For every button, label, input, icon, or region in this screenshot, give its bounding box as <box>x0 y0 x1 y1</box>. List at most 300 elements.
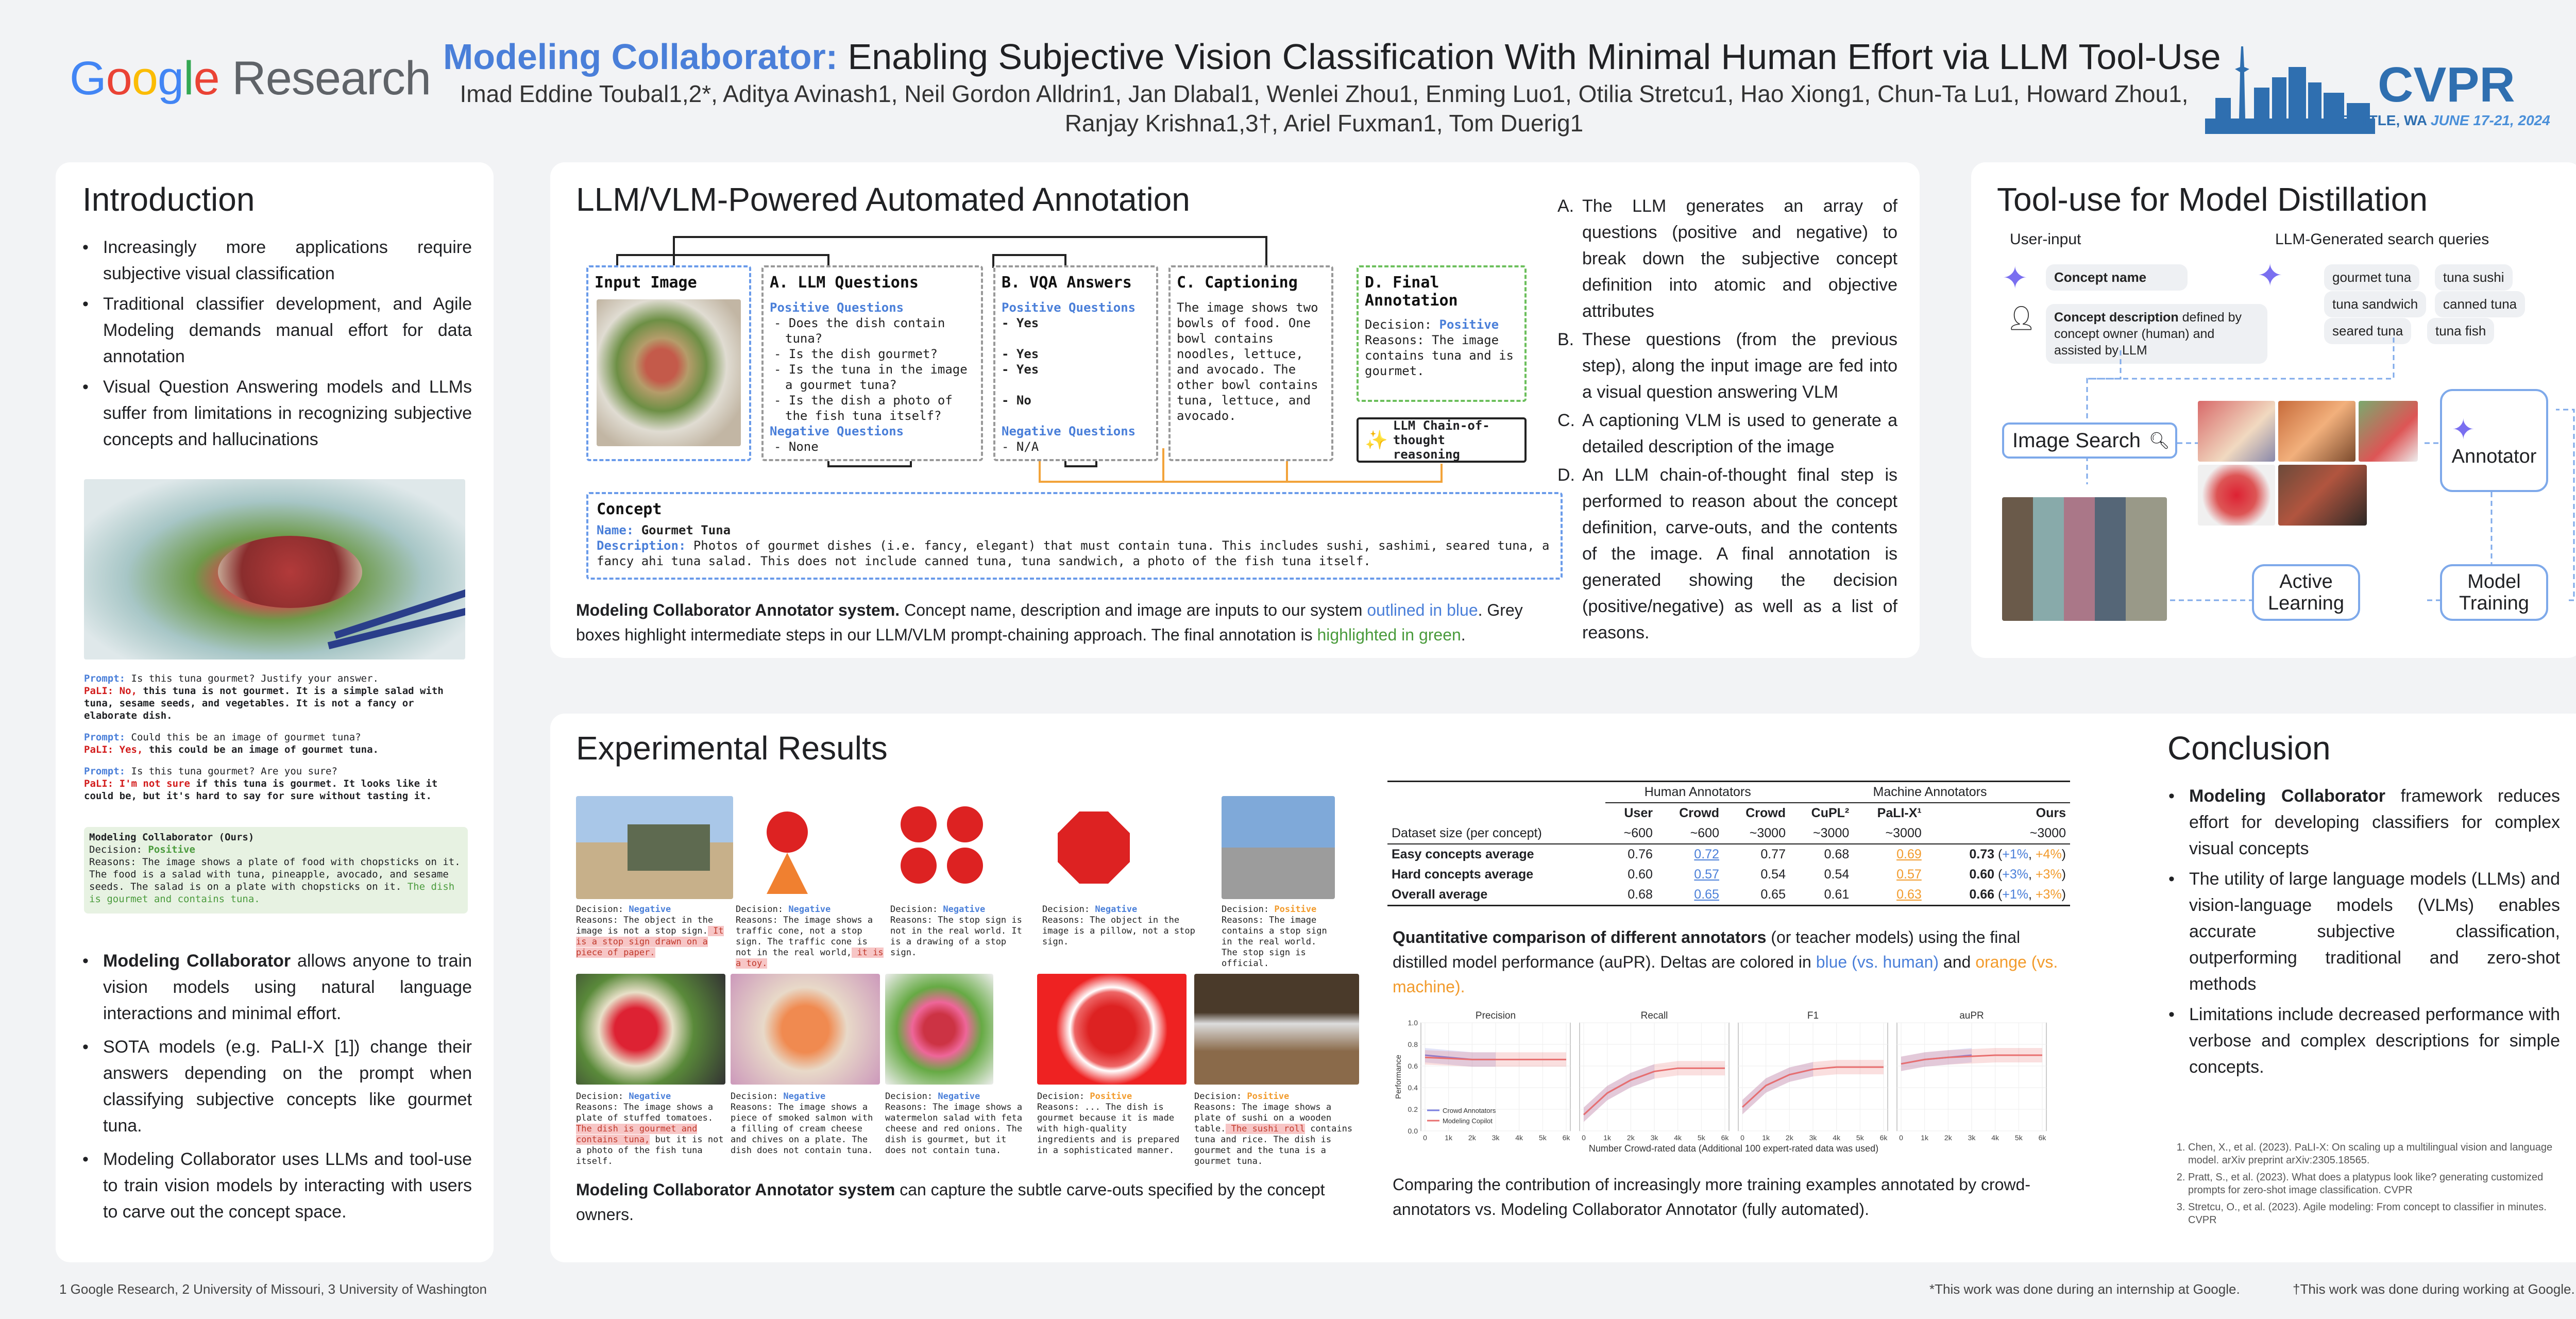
step-text: An LLM chain-of-thought final step is performed to reason about the concept definition, carve-outs, and the contents of the image. A final annotation is generated showing the decision (positive/negative) as well as a list of reasons. <box>1582 465 1897 642</box>
table-cell: Dataset size (per concept) <box>1392 826 1542 840</box>
concept-title: Concept <box>597 500 662 518</box>
cot-label: LLM Chain-of-thought reasoning <box>1393 418 1490 462</box>
example-caption <box>1042 904 1197 948</box>
retrieved-image <box>2278 401 2355 462</box>
intro-bullets <box>82 234 472 457</box>
decision-label: Decision: <box>736 904 784 915</box>
stop-example-image <box>576 796 733 899</box>
poster-title <box>443 36 2221 77</box>
table-cell: 0.63 <box>1896 887 1922 902</box>
decision-label: Decision: <box>885 1091 933 1102</box>
dialog-turn <box>84 672 468 722</box>
captioning-title: C. Captioning <box>1177 274 1298 292</box>
ours-reason: Reasons: The image shows a plate of food with chopsticks on it. The food is a salad with tuna, pineapple, avocado, and sesame seeds. The salad is on a plate with chopsticks on it. <box>89 856 461 892</box>
vqa-answer: - Yes <box>1002 362 1039 377</box>
title-rest: Enabling Subjective Vision Classification With Minimal Human Effort via LLM Tool-Use <box>838 37 2221 77</box>
footnote-working: †This work was done during working at Google. <box>2293 1281 2575 1297</box>
example-decision: Negative <box>629 1091 671 1102</box>
bullet-text: Limitations include decreased performance with verbose and complex descriptions for simple concepts. <box>2189 1005 2560 1077</box>
x-tick-label: 1k <box>1762 1134 1770 1142</box>
introduction-title: Introduction <box>82 181 255 218</box>
pali-answer-key: No, <box>113 685 137 697</box>
references-list <box>2178 1141 2559 1227</box>
google-research-logo <box>70 52 431 106</box>
input-image-box <box>586 265 751 461</box>
x-tick-label: 5k <box>1856 1134 1864 1142</box>
example-decision: Positive <box>1274 904 1317 915</box>
caption-text: . Grey boxes highlight intermediate steps in our LLM/VLM prompt-chaining approach. The final annotation is <box>576 601 1523 644</box>
stop-example-image <box>736 796 839 899</box>
model-training-label: Model Training <box>2459 571 2529 614</box>
example-reason: Reasons: The image shows a watermelon salad with feta cheese and red onions. The dish is gourmet, but it does not contain tuna. <box>885 1102 1023 1156</box>
query-chip <box>2435 291 2525 317</box>
annotator-label: Annotator <box>2451 446 2537 467</box>
table-header: CuPL² <box>1811 806 1850 820</box>
decision-label: Decision: <box>1042 904 1090 915</box>
conclusion-bullet <box>2168 1002 2560 1080</box>
decision-label: Decision: <box>731 1091 778 1102</box>
retrieved-image <box>2198 401 2275 462</box>
prompt-label: Prompt: <box>84 766 126 777</box>
table-cell: 0.65 <box>1760 887 1786 902</box>
prompt-label: Prompt: <box>84 673 126 684</box>
retrieved-image-grid <box>2002 497 2167 621</box>
decision-label: Decision: <box>89 844 142 855</box>
delta-machine: +3% <box>2035 887 2062 902</box>
table-cell: 0.60 <box>1628 867 1653 882</box>
example-decision: Positive <box>1090 1091 1132 1102</box>
retrieved-image <box>2278 465 2367 526</box>
delta-human: +1% <box>2002 847 2029 861</box>
example-decision: Negative <box>783 1091 826 1102</box>
table-cell: 0.77 <box>1760 847 1786 861</box>
footnote-internship: *This work was done during an internship at Google. <box>1929 1281 2240 1297</box>
example-caption <box>885 1091 1029 1156</box>
table-cell: 0.57 <box>1694 867 1719 882</box>
image-search-button[interactable] <box>2002 422 2177 459</box>
decision-label: Decision: <box>576 904 624 915</box>
active-learning-button[interactable] <box>2252 564 2360 621</box>
table-group-row <box>1387 782 2070 803</box>
retrieved-image <box>2359 401 2418 462</box>
example-reason: Reasons: The image shows a piece of smoked salmon with a filling of cream cheese and chives on a plate. The dish does not contain tuna. <box>731 1102 873 1156</box>
x-tick-label: 6k <box>1721 1134 1729 1142</box>
intro-bullet: • Traditional classifier development, and Agile Modeling demands manual effort for data annotation <box>82 291 472 370</box>
ours-title: Modeling Collaborator (Ours) <box>89 832 255 843</box>
gemini-sparkle-icon: ✦ <box>2002 261 2028 295</box>
caption-text: Concept name, description and image are inputs to our system <box>900 601 1367 619</box>
concept-desc-bold: Concept description <box>2054 310 2179 325</box>
example-reason-tail: contains tuna and rice. The dish is gourmet and the tuna is a gourmet tuna. <box>1194 1124 1353 1166</box>
cvpr-logo <box>2205 36 2576 134</box>
ours-result-box <box>84 827 468 914</box>
gemini-sparkle-icon: ✦ <box>2257 258 2283 293</box>
ours-decision: Positive <box>148 844 195 855</box>
y-tick-label: 0.0 <box>1408 1127 1418 1135</box>
tuna-bowl-photo <box>597 299 741 446</box>
concept-desc-text: defined by concept owner (human) and assisted by LLM <box>2054 310 2242 358</box>
query-chip <box>2324 264 2419 291</box>
table-caption <box>1393 925 2067 999</box>
step-item <box>1557 327 1897 405</box>
stop-example-image <box>890 796 993 899</box>
table-cell: 0.54 <box>1760 867 1786 882</box>
x-tick-label: 0 <box>1423 1134 1427 1142</box>
x-tick-label: 2k <box>1468 1134 1476 1142</box>
caption-text: (or teacher models) using the final distilled model performance (auPR). Deltas are colored in <box>1393 928 2021 971</box>
x-tick-label: 4k <box>1515 1134 1523 1142</box>
x-tick-label: 3k <box>1809 1134 1817 1142</box>
results-title: Experimental Results <box>576 730 888 767</box>
plot-title: Precision <box>1475 1010 1516 1021</box>
final-decision: Positive <box>1439 317 1499 332</box>
pali-answer: if this tuna is gourmet. It looks like it could be, but it's hard to say for sure without tasting it. <box>84 778 438 802</box>
x-tick-label: 2k <box>1944 1134 1952 1142</box>
question-text: Is the dish a photo of the fish tuna itself? <box>785 393 953 423</box>
example-caption <box>731 1091 880 1156</box>
vqa-answer-text: Yes <box>1016 362 1039 377</box>
x-tick-label: 3k <box>1968 1134 1976 1142</box>
y-tick-label: 0.2 <box>1408 1105 1418 1113</box>
prompt-text: Could this be an image of gourmet tuna? <box>125 732 361 743</box>
example-reason: Reasons: The image shows a plate of sushi on a wooden table. <box>1194 1102 1332 1134</box>
vqa-answer-text: Yes <box>1016 347 1039 361</box>
stop-example-image <box>1222 796 1335 899</box>
user-input-label: User-input <box>2010 231 2081 248</box>
table-cell: ~600 <box>1623 826 1653 840</box>
table-row <box>1387 844 2070 865</box>
example-reason: Reasons: The object in the image is a pillow, not a stop sign. <box>1042 915 1195 947</box>
table-row <box>1387 823 2070 844</box>
logo-research: Research <box>232 52 431 105</box>
table-cell: Overall average <box>1392 887 1488 902</box>
tuna-example-image <box>576 974 725 1085</box>
caption-text: . <box>1461 625 1466 644</box>
cot-box <box>1357 417 1527 463</box>
ours-value: 0.73 <box>1969 847 1995 861</box>
x-tick-label: 5k <box>2014 1134 2023 1142</box>
plot-title: F1 <box>1807 1010 1819 1021</box>
image-search-label: Image Search <box>2012 429 2141 452</box>
caption-blue: blue (vs. human) <box>1816 953 1939 971</box>
table-cell: 0.72 <box>1694 847 1719 861</box>
step-key: D. <box>1557 465 1575 485</box>
step-key: B. <box>1557 330 1574 349</box>
reference-item: 1. Chen, X., et al. (2023). PaLI-X: On scaling up a multilingual vision and language model. arXiv preprint arXiv:2305.18565. <box>2188 1141 2559 1167</box>
table-cell: 0.57 <box>1896 867 1922 882</box>
llm-questions-box <box>761 265 983 461</box>
table-cell: 0.76 <box>1628 847 1653 861</box>
tooluse-title: Tool-use for Model Distillation <box>1997 181 2428 218</box>
example-caption <box>1222 904 1335 969</box>
tuna-example-image <box>1194 974 1359 1085</box>
step-item <box>1557 408 1897 460</box>
concept-name-label: Name: <box>597 523 634 537</box>
annotation-title: LLM/VLM-Powered Automated Annotation <box>576 181 1190 218</box>
table-cell-ours: 0.66 (+1%, +3%) <box>1969 887 2066 902</box>
vqa-answers-title: B. VQA Answers <box>1002 274 1132 292</box>
query-text: tuna fish <box>2435 323 2486 339</box>
title-highlight: Modeling Collaborator: <box>443 37 838 77</box>
x-tick-label: 2k <box>1785 1134 1793 1142</box>
query-chip <box>2435 264 2513 291</box>
question-item: - Is the dish a photo of the fish tuna itself? <box>774 393 953 423</box>
pali-label: PaLI: <box>84 744 114 755</box>
question-text: None <box>788 439 819 454</box>
vqa-answer-text: Yes <box>1016 316 1039 330</box>
example-highlight: it is a toy. <box>736 948 884 969</box>
vqa-answer: - N/A <box>1002 439 1039 454</box>
tuna-salad-photo <box>84 479 465 660</box>
pali-label: PaLI: <box>84 685 114 697</box>
example-highlight: It is a stop sign drawn on a piece of paper. <box>576 926 724 958</box>
conclusion-bullets <box>2168 783 2560 1085</box>
final-annotation-title: D. Final Annotation <box>1365 274 1458 310</box>
question-text: Is the tuna in the image a gourmet tuna? <box>785 362 968 392</box>
x-tick-label: 1k <box>1603 1134 1612 1142</box>
table-row <box>1387 885 2070 906</box>
cvpr-location: SEATTLE, WA <box>2331 112 2427 128</box>
pali-answer: this could be an image of gourmet tuna. <box>143 744 379 755</box>
conclusion-panel <box>2142 714 2576 1262</box>
person-icon: 👤︎ <box>2006 305 2037 331</box>
query-chip <box>2324 318 2411 344</box>
example-reason: Reasons: ... The dish is gourmet because it is made with high-quality ingredients and is prepared in a sophisticated manner. <box>1037 1102 1180 1156</box>
bullet-text: Modeling Collaborator uses LLMs and tool-use to train vision models by interacting with users to carve out the concept space. <box>103 1149 472 1222</box>
llm-queries-label: LLM-Generated search queries <box>2275 231 2489 248</box>
vqa-negative-label: Negative Questions <box>1002 424 1136 438</box>
training-curves-plot <box>1393 1007 2078 1162</box>
example-reason: Reasons: The object in the image is not a stop sign. <box>576 915 714 936</box>
caption-green: highlighted in green <box>1317 625 1461 644</box>
pali-answer: this tuna is not gourmet. It is a simple salad with tuna, sesame seeds, and vegetables. It is not a fancy or elaborate dish. <box>84 685 444 721</box>
example-reason: Reasons: The stop sign is not in the real world. It is a drawing of a stop sign. <box>890 915 1022 958</box>
example-reason: Reasons: The image shows a plate of stuffed tomatoes. <box>576 1102 714 1123</box>
query-text: canned tuna <box>2443 296 2517 312</box>
retrieved-image <box>2198 465 2275 526</box>
example-reason-tail: but it is not a photo of the fish tuna itself. <box>576 1135 724 1166</box>
table-cell: ~3000 <box>1885 826 1922 840</box>
concept-name: Gourmet Tuna <box>641 523 731 537</box>
table-cell: 0.68 <box>1824 847 1850 861</box>
x-tick-label: 1k <box>1921 1134 1929 1142</box>
caption-bold: Quantitative comparison of different annotators <box>1393 928 1767 946</box>
table-header: User <box>1624 806 1653 820</box>
x-tick-label: 6k <box>1562 1134 1570 1142</box>
reference-item: 2. Pratt, S., et al. (2023). What does a platypus look like? generating customized prompts for zero-shot image classification. CVPR <box>2188 1171 2559 1197</box>
vqa-answer: - No <box>1002 393 1031 408</box>
plot-title: Recall <box>1640 1010 1668 1021</box>
question-item: - None <box>774 439 819 454</box>
table-header <box>1387 803 1605 823</box>
decision-label: Decision: <box>890 904 938 915</box>
delta-machine: +4% <box>2035 847 2062 861</box>
intro-bullet: • Increasingly more applications require subjective visual classification <box>82 234 472 287</box>
table-cell: Easy concepts average <box>1392 847 1534 861</box>
example-reason: Reasons: The image contains a stop sign in the real world. The stop sign is official. <box>1222 915 1327 969</box>
input-image-label: Input Image <box>595 274 697 292</box>
decision-label: Decision: <box>1222 904 1269 915</box>
decision-label: Decision: <box>576 1091 624 1102</box>
search-icon: 🔍︎ <box>2149 431 2170 450</box>
delta-human: +1% <box>2002 887 2029 902</box>
y-tick-label: 0.4 <box>1408 1084 1418 1092</box>
tuna-example-image <box>885 974 993 1085</box>
caption-blue: outlined in blue <box>1367 601 1478 619</box>
question-item: - Does the dish contain tuna? <box>774 316 945 346</box>
x-tick-label: 6k <box>1879 1134 1888 1142</box>
example-caption <box>1037 1091 1187 1156</box>
x-tick-label: 2k <box>1626 1134 1635 1142</box>
example-caption <box>576 1091 725 1167</box>
vqa-positive-label: Positive Questions <box>1002 300 1136 315</box>
table-cell: Hard concepts average <box>1392 867 1534 882</box>
example-reason: Reasons: The image shows a traffic cone, not a stop sign. The traffic cone is not in the real world, <box>736 915 873 958</box>
table-cell: ~3000 <box>1749 826 1786 840</box>
vqa-answer-text: No <box>1016 393 1031 408</box>
negative-questions-label: Negative Questions <box>770 424 904 438</box>
table-header-row <box>1387 803 2070 823</box>
legend-label: Modeling Copilot <box>1443 1117 1493 1125</box>
decision-label: Decision: <box>1194 1091 1242 1102</box>
bullet-bold: Modeling Collaborator <box>103 951 291 971</box>
cvpr-text: CVPR <box>2378 57 2515 112</box>
x-tick-label: 6k <box>2038 1134 2046 1142</box>
positive-questions-label: Positive Questions <box>770 300 904 315</box>
cvpr-date: JUNE 17-21, 2024 <box>2430 112 2550 128</box>
tooluse-panel <box>1971 162 2576 658</box>
plot-title: auPR <box>1959 1010 1984 1021</box>
vqa-answers-box <box>993 265 1158 461</box>
active-learning-label: Active Learning <box>2268 571 2344 614</box>
x-tick-label: 5k <box>1697 1134 1705 1142</box>
example-caption <box>736 904 885 969</box>
table-header: Crowd <box>1679 806 1719 820</box>
affiliations: 1 Google Research, 2 University of Missouri, 3 University of Washington <box>59 1281 487 1297</box>
annotator-button[interactable] <box>2440 389 2548 492</box>
pali-label: PaLI: <box>84 778 114 789</box>
table-header: Ours <box>2036 806 2066 820</box>
prompt-text: Is this tuna gourmet? Justify your answer. <box>125 673 379 684</box>
authors-line-2: Ranjay Krishna1,3†, Ariel Fuxman1, Tom Duerig1 <box>1064 110 1584 137</box>
table-header: PaLI-X¹ <box>1877 806 1922 820</box>
caption-text: can capture the subtle carve-outs specified by the concept owners. <box>576 1180 1325 1224</box>
step-item <box>1557 462 1897 646</box>
group-machine: Machine Annotators <box>1790 782 2070 803</box>
ours-reason-green: The dish is gourmet and contains tuna. <box>89 881 455 905</box>
pali-answer-key: I'm not sure <box>113 778 190 789</box>
bullet-text: allows anyone to train vision models using natural language interactions and minimal effort. <box>103 951 472 1023</box>
results-table <box>1387 781 2070 906</box>
bullet-bold: Modeling Collaborator <box>2189 786 2385 806</box>
conclusion-bullet <box>2168 866 2560 997</box>
x-tick-label: 4k <box>1833 1134 1841 1142</box>
x-tick-label: 3k <box>1492 1134 1500 1142</box>
query-text: gourmet tuna <box>2332 269 2412 285</box>
caption-text: and <box>1939 953 1976 971</box>
example-decision: Negative <box>943 904 986 915</box>
intro-bullet <box>82 1146 472 1225</box>
example-decision: Negative <box>1095 904 1138 915</box>
y-tick-label: 1.0 <box>1408 1019 1418 1027</box>
stop-example-image <box>1042 796 1145 899</box>
prompt-label: Prompt: <box>84 732 126 743</box>
table-cell-ours: 0.60 (+3%, +3%) <box>1969 867 2066 882</box>
bullet-text: framework reduces effort for developing classifiers for complex visual concepts <box>2189 786 2560 858</box>
logo-google: Google <box>70 52 219 105</box>
ours-value: 0.60 <box>1969 867 1995 882</box>
query-text: seared tuna <box>2332 323 2403 339</box>
caption-orange: orange (vs. machine). <box>1393 953 2058 996</box>
query-chip <box>2324 291 2426 317</box>
example-caption <box>576 904 733 958</box>
x-tick-label: 4k <box>1991 1134 1999 1142</box>
table-cell: 0.68 <box>1628 887 1653 902</box>
step-item <box>1557 193 1897 325</box>
examples-caption <box>576 1177 1364 1227</box>
y-tick-label: 0.6 <box>1408 1062 1418 1070</box>
ours-value: 0.66 <box>1969 887 1995 902</box>
table-cell: 0.54 <box>1824 867 1850 882</box>
vqa-answer-text: N/A <box>1016 439 1039 454</box>
conclusion-title: Conclusion <box>2167 730 2331 767</box>
step-text: These questions (from the previous step), along the input image are fed into a visual question answering VLM <box>1582 330 1897 402</box>
question-item: - Is the dish gourmet? <box>774 347 938 361</box>
y-axis-label: Performance <box>1394 1055 1403 1099</box>
llm-questions-title: A. LLM Questions <box>770 274 919 292</box>
x-tick-label: 5k <box>1538 1134 1547 1142</box>
concept-box <box>586 492 1563 580</box>
intro-bullet <box>82 1034 472 1139</box>
bullet-text: SOTA models (e.g. PaLI-X [1]) change their answers depending on the prompt when classifying subjective concepts like gourmet tuna. <box>103 1037 472 1136</box>
model-training-button[interactable] <box>2440 564 2548 621</box>
example-decision: Positive <box>1247 1091 1290 1102</box>
caption-bold: Modeling Collaborator Annotator system <box>576 1180 895 1199</box>
final-reason: Reasons: The image contains tuna and is gourmet. <box>1365 333 1514 378</box>
captioning-box <box>1168 265 1333 461</box>
step-text: A captioning VLM is used to generate a detailed description of the image <box>1582 411 1897 456</box>
annotation-panel <box>550 162 1920 658</box>
table-cell: 0.65 <box>1694 887 1719 902</box>
example-caption <box>890 904 1035 958</box>
concept-name-text: Concept name <box>2054 269 2147 285</box>
vqa-answer: - Yes <box>1002 347 1039 361</box>
conclusion-bullet <box>2168 783 2560 862</box>
x-tick-label: 4k <box>1674 1134 1682 1142</box>
x-tick-label: 0 <box>1740 1134 1744 1142</box>
table-cell: ~3000 <box>2029 826 2066 840</box>
reference-item: 3. Stretcu, O., et al. (2023). Agile modeling: From concept to classifier in minutes. CVPR <box>2188 1201 2559 1227</box>
prompt-text: Is this tuna gourmet? Are you sure? <box>125 766 337 777</box>
introduction-panel <box>56 162 494 1262</box>
question-text: Does the dish contain tuna? <box>785 316 945 346</box>
caption-bold: Modeling Collaborator Annotator system. <box>576 601 900 619</box>
dialog-turn <box>84 765 468 802</box>
table-row <box>1387 865 2070 885</box>
delta-machine: +3% <box>2035 867 2062 882</box>
table-cell-ours: 0.73 (+1%, +4%) <box>1969 847 2066 861</box>
question-item: - Is the tuna in the image a gourmet tuna? <box>774 362 968 392</box>
final-annotation-box <box>1357 265 1527 402</box>
table-header: Crowd <box>1745 806 1786 820</box>
y-tick-label: 0.8 <box>1408 1040 1418 1049</box>
decision-label: Decision: <box>1037 1091 1085 1102</box>
intro-bullet: • Visual Question Answering models and LLMs suffer from limitations in recognizing subjective concepts and hallucinations <box>82 374 472 453</box>
step-key: C. <box>1557 411 1575 430</box>
legend-label: Crowd Annotators <box>1443 1107 1496 1114</box>
x-tick-label: 0 <box>1582 1134 1586 1142</box>
concept-description-chip <box>2046 304 2267 364</box>
